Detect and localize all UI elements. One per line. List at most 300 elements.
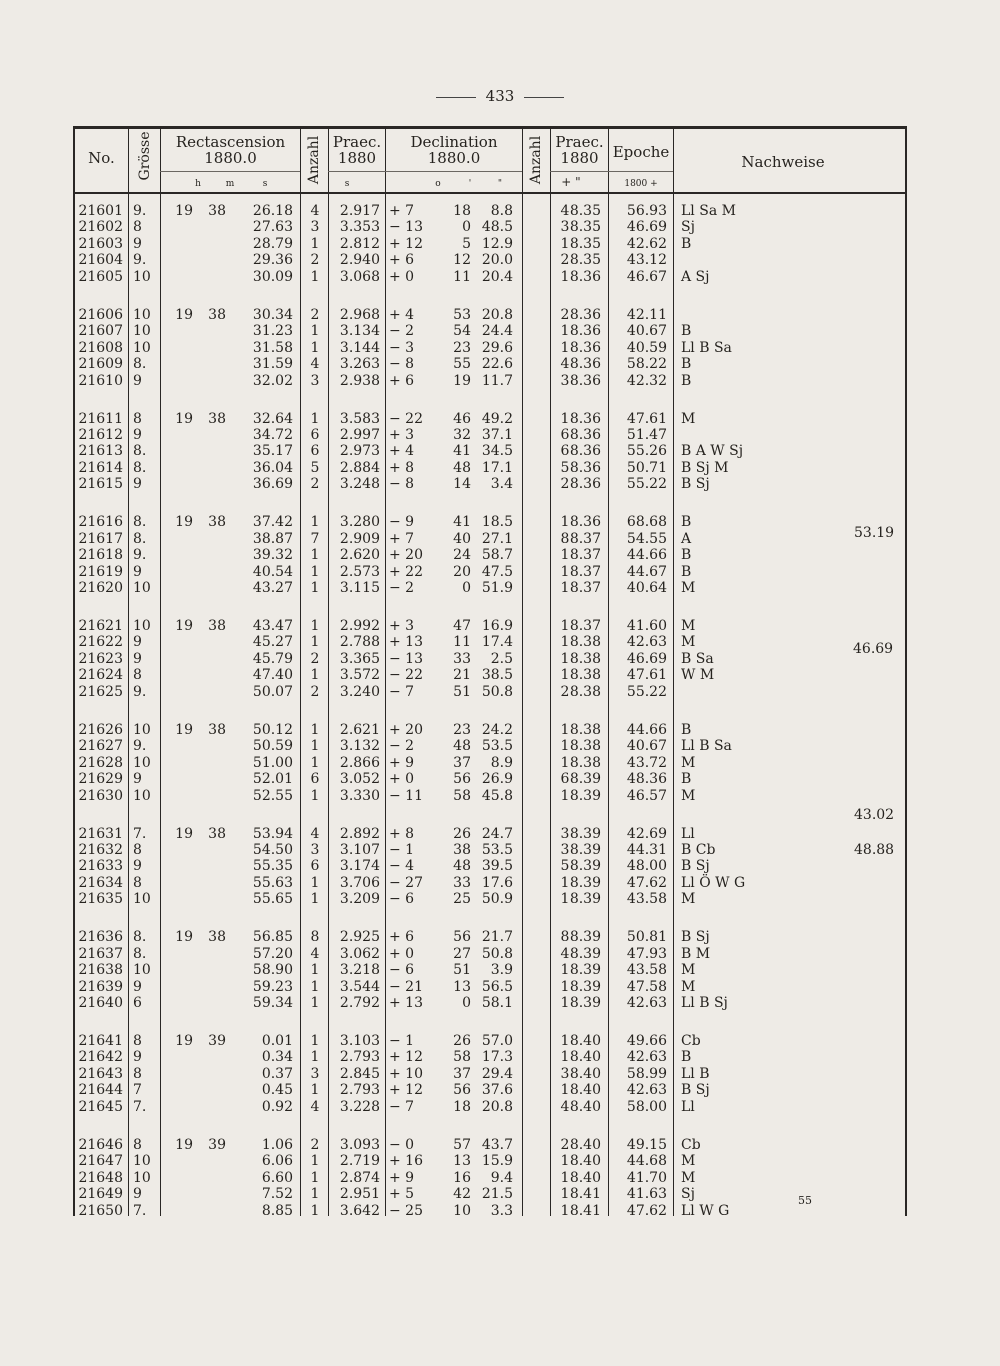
cell-praec2: 8.40 <box>569 1033 601 1049</box>
cell-ra-h: 19 <box>175 1033 193 1049</box>
cell-nachweise: M <box>681 618 696 634</box>
cell-praec1: 2.968 <box>339 306 380 323</box>
cell-praec1: 2.940 <box>339 252 380 269</box>
cell-anzahl: 1 <box>310 1169 320 1186</box>
cell-anzahl2: 1 <box>560 563 570 580</box>
cell-dec-min: 13 <box>453 978 471 995</box>
cell-anzahl: 8 <box>310 929 320 946</box>
cell-ra-s: 36.04 <box>252 459 293 476</box>
cell-groesse: 8 <box>133 219 142 236</box>
cell-dec-sec: 50.9 <box>481 891 513 908</box>
cell-groesse: 8 <box>133 410 142 427</box>
cell-anzahl2: 1 <box>560 339 570 356</box>
cell-no: 21605 <box>78 268 123 285</box>
cell-epoche: 58.22 <box>626 356 667 373</box>
cell-no: 21639 <box>78 978 123 995</box>
cell-praec2: 8.35 <box>569 252 601 269</box>
header-dec-min: ' <box>468 179 472 189</box>
cell-nachweise: B Sj M <box>681 459 729 476</box>
cell-nachweise: B Sa <box>681 650 714 667</box>
cell-nachweise: Ll B Sa <box>681 339 732 356</box>
cell-epoche: 47.61 <box>626 667 667 684</box>
cell-groesse: 10 <box>133 1169 151 1186</box>
cell-anzahl2: 3 <box>560 825 570 842</box>
cell-dec-sec: 53.5 <box>481 841 513 858</box>
cell-dec-deg: + 7 <box>389 203 415 219</box>
cell-praec2: 8.36 <box>569 459 601 476</box>
cell-dec-min: 38 <box>453 841 471 858</box>
cell-nachweise: M <box>681 1169 696 1186</box>
cell-dec-deg: − 27 <box>389 874 423 891</box>
cell-dec-min: 47 <box>453 618 471 634</box>
cell-ra-s: 30.09 <box>252 268 293 285</box>
cell-dec-deg: + 0 <box>389 771 415 788</box>
cell-anzahl: 1 <box>310 667 320 684</box>
cell-dec-min: 37 <box>453 754 471 771</box>
cell-nachweise: Ll W G <box>681 1202 730 1219</box>
cell-dec-sec: 21.7 <box>481 929 513 946</box>
cell-dec-sec: 18.5 <box>481 514 513 531</box>
cell-anzahl2: 4 <box>560 356 570 373</box>
cell-no: 21634 <box>78 874 123 891</box>
cell-epoche: 50.81 <box>626 929 667 946</box>
cell-dec-deg: − 9 <box>389 514 415 531</box>
cell-praec1: 3.132 <box>339 738 380 755</box>
cell-anzahl2: 3 <box>560 1065 570 1082</box>
cell-anzahl: 2 <box>310 683 320 700</box>
cell-no: 21630 <box>78 787 123 804</box>
cell-praec2: 8.40 <box>569 1136 601 1153</box>
cell-anzahl2: 4 <box>560 203 570 219</box>
cell-no: 21601 <box>78 203 123 219</box>
cell-anzahl: 1 <box>310 1049 320 1066</box>
cell-ra-h: 19 <box>175 410 193 427</box>
cell-anzahl2: 1 <box>560 1153 570 1170</box>
cell-anzahl: 2 <box>310 650 320 667</box>
cell-nachweise: M <box>681 410 696 427</box>
cell-nachweise: Sj <box>681 1186 695 1203</box>
cell-epoche: 40.67 <box>626 323 667 340</box>
cell-ra-s: 1.06 <box>261 1136 293 1153</box>
cell-dec-deg: − 4 <box>389 858 415 875</box>
cell-groesse: 9 <box>133 372 142 389</box>
cell-no: 21615 <box>78 476 123 493</box>
cell-ra-s: 51.00 <box>252 754 293 771</box>
cell-dec-min: 41 <box>453 443 471 460</box>
cell-dec-deg: + 13 <box>389 634 423 651</box>
cell-nachweise: B <box>681 721 692 738</box>
cell-ra-s: 59.34 <box>252 995 293 1012</box>
cell-praec2: 8.39 <box>569 874 601 891</box>
header-ra-h: h <box>195 179 201 189</box>
header-praec1-title: Praec. <box>332 133 382 151</box>
cell-dec-deg: + 0 <box>389 268 415 285</box>
cell-dec-deg: − 13 <box>389 219 423 236</box>
cell-ra-s: 36.69 <box>252 476 293 493</box>
cell-no: 21608 <box>78 339 123 356</box>
cell-anzahl: 1 <box>310 339 320 356</box>
header-dec-sec: " <box>497 179 503 189</box>
cell-praec2: 8.36 <box>569 306 601 323</box>
cell-dec-sec: 9.4 <box>490 1169 513 1186</box>
cell-dec-deg: + 5 <box>389 1186 415 1203</box>
cell-anzahl: 1 <box>310 721 320 738</box>
cell-dec-deg: + 12 <box>389 1049 423 1066</box>
cell-nachweise: B M <box>681 945 711 962</box>
header-dec-deg: o <box>435 179 441 189</box>
cell-groesse: 10 <box>133 891 151 908</box>
cell-groesse: 9 <box>133 1186 142 1203</box>
cell-anzahl2: 1 <box>560 891 570 908</box>
cell-praec2: 8.40 <box>569 1065 601 1082</box>
cell-groesse: 8 <box>133 841 142 858</box>
cell-ra-h: 19 <box>175 203 193 219</box>
cell-ra-m: 38 <box>208 618 226 634</box>
cell-dec-deg: + 20 <box>389 547 423 564</box>
cell-dec-deg: − 7 <box>389 1098 415 1115</box>
cell-dec-sec: 21.5 <box>481 1186 513 1203</box>
cell-anzahl: 4 <box>310 1098 320 1115</box>
cell-dec-sec: 45.8 <box>481 787 513 804</box>
cell-no: 21650 <box>78 1202 123 1219</box>
col-rule-anzahl2 <box>550 126 551 1216</box>
cell-epoche: 47.58 <box>626 978 667 995</box>
cell-anzahl: 1 <box>310 754 320 771</box>
cell-no: 21627 <box>78 738 123 755</box>
cell-nachweise: W M <box>681 667 715 684</box>
cell-praec2: 8.37 <box>569 530 601 547</box>
cell-anzahl: 1 <box>310 1033 320 1049</box>
page-number: 433 <box>485 87 515 105</box>
cell-ra-s: 38.87 <box>252 530 293 547</box>
cell-no: 21644 <box>78 1082 123 1099</box>
cell-ra-s: 30.34 <box>252 306 293 323</box>
cell-praec1: 2.951 <box>339 1186 380 1203</box>
cell-no: 21640 <box>78 995 123 1012</box>
cell-no: 21618 <box>78 547 123 564</box>
cell-ra-h: 19 <box>175 306 193 323</box>
cell-nachweise: B <box>681 235 692 252</box>
cell-dec-deg: − 8 <box>389 476 415 493</box>
cell-anzahl2: 1 <box>560 235 570 252</box>
header-bottom-rule <box>73 192 907 194</box>
cell-praec1: 3.209 <box>339 891 380 908</box>
cell-nachweise: B A W Sj <box>681 443 744 460</box>
cell-groesse: 9. <box>133 683 147 700</box>
cell-dec-min: 5 <box>462 235 471 252</box>
cell-anzahl: 1 <box>310 738 320 755</box>
cell-dec-min: 23 <box>453 339 471 356</box>
cell-groesse: 7 <box>133 1082 142 1099</box>
cell-nachweise: M <box>681 634 696 651</box>
cell-anzahl2: 1 <box>560 667 570 684</box>
cell-praec2: 8.39 <box>569 841 601 858</box>
cell-epoche: 44.68 <box>626 1153 667 1170</box>
cell-dec-sec: 20.8 <box>481 1098 513 1115</box>
cell-praec2: 8.40 <box>569 1082 601 1099</box>
header-dash-left <box>436 97 476 98</box>
cell-no: 21624 <box>78 667 123 684</box>
cell-praec1: 2.788 <box>339 634 380 651</box>
cell-anzahl: 1 <box>310 514 320 531</box>
cell-dec-min: 13 <box>453 1153 471 1170</box>
cell-nachweise: Ll <box>681 1098 695 1115</box>
cell-praec2: 8.36 <box>569 356 601 373</box>
cell-dec-sec: 48.5 <box>481 219 513 236</box>
cell-groesse: 9. <box>133 203 147 219</box>
cell-dec-deg: + 4 <box>389 306 415 323</box>
cell-dec-deg: − 13 <box>389 650 423 667</box>
cell-dec-deg: − 22 <box>389 410 423 427</box>
cell-praec2: 8.38 <box>569 650 601 667</box>
cell-anzahl2: 2 <box>560 1136 570 1153</box>
cell-dec-min: 58 <box>453 787 471 804</box>
cell-ra-s: 58.90 <box>252 962 293 979</box>
cell-ra-h: 19 <box>175 514 193 531</box>
cell-ra-s: 54.50 <box>252 841 293 858</box>
cell-anzahl2: 6 <box>560 426 570 443</box>
cell-anzahl: 1 <box>310 235 320 252</box>
cell-nachweise: B <box>681 1049 692 1066</box>
cell-epoche: 42.69 <box>626 825 667 842</box>
cell-dec-sec: 17.4 <box>481 634 513 651</box>
cell-nachweise: M <box>681 754 696 771</box>
cell-dec-sec: 47.5 <box>481 563 513 580</box>
cell-groesse: 10 <box>133 323 151 340</box>
side-note: 48.88 <box>854 842 895 858</box>
cell-ra-m: 38 <box>208 514 226 531</box>
cell-praec1: 2.997 <box>339 426 380 443</box>
cell-no: 21645 <box>78 1098 123 1115</box>
cell-anzahl2: 1 <box>560 547 570 564</box>
cell-praec1: 2.793 <box>339 1082 380 1099</box>
table-top-rule <box>73 126 907 129</box>
cell-nachweise: B <box>681 372 692 389</box>
cell-no: 21617 <box>78 530 123 547</box>
col-rule-praec1 <box>385 126 386 1216</box>
cell-nachweise: B Sj <box>681 929 710 946</box>
cell-praec1: 2.884 <box>339 459 380 476</box>
cell-groesse: 6 <box>133 995 142 1012</box>
cell-epoche: 55.22 <box>626 476 667 493</box>
cell-epoche: 49.66 <box>626 1033 667 1049</box>
cell-epoche: 44.31 <box>626 841 667 858</box>
cell-dec-sec: 24.4 <box>481 323 513 340</box>
cell-ra-s: 0.37 <box>261 1065 293 1082</box>
cell-praec2: 8.36 <box>569 323 601 340</box>
cell-praec2: 8.38 <box>569 738 601 755</box>
cell-epoche: 43.58 <box>626 962 667 979</box>
cell-no: 21638 <box>78 962 123 979</box>
cell-epoche: 44.66 <box>626 721 667 738</box>
cell-ra-s: 0.92 <box>261 1098 293 1115</box>
cell-anzahl: 1 <box>310 410 320 427</box>
cell-ra-s: 59.23 <box>252 978 293 995</box>
cell-praec1: 2.845 <box>339 1065 380 1082</box>
cell-ra-s: 50.07 <box>252 683 293 700</box>
epoche-subrule <box>608 171 673 172</box>
cell-dec-deg: + 4 <box>389 443 415 460</box>
cell-praec2: 8.36 <box>569 514 601 531</box>
cell-nachweise: B Sj <box>681 858 710 875</box>
cell-praec1: 3.263 <box>339 356 380 373</box>
cell-groesse: 8 <box>133 1136 142 1153</box>
col-rule-no <box>128 126 129 1216</box>
cell-ra-s: 52.01 <box>252 771 293 788</box>
header-anzahl: Anzahl <box>306 135 322 185</box>
cell-dec-deg: + 10 <box>389 1065 423 1082</box>
header-praec1-unit: s <box>344 179 350 189</box>
cell-no: 21631 <box>78 825 123 842</box>
cell-dec-sec: 37.6 <box>481 1082 513 1099</box>
cell-anzahl: 7 <box>310 530 320 547</box>
cell-nachweise: M <box>681 978 696 995</box>
cell-dec-min: 37 <box>453 1065 471 1082</box>
cell-epoche: 41.60 <box>626 618 667 634</box>
cell-groesse: 8. <box>133 514 147 531</box>
cell-dec-min: 19 <box>453 372 471 389</box>
header-ra-epoch: 1880.0 <box>204 149 257 167</box>
cell-praec2: 8.35 <box>569 219 601 236</box>
cell-dec-deg: − 25 <box>389 1202 423 1219</box>
cell-groesse: 10 <box>133 754 151 771</box>
cell-anzahl: 2 <box>310 1136 320 1153</box>
header-groesse: Grösse <box>137 131 153 181</box>
cell-dec-sec: 27.1 <box>481 530 513 547</box>
cell-ra-h: 19 <box>175 721 193 738</box>
cell-dec-sec: 58.1 <box>481 995 513 1012</box>
cell-epoche: 42.32 <box>626 372 667 389</box>
cell-ra-s: 31.23 <box>252 323 293 340</box>
cell-ra-s: 55.65 <box>252 891 293 908</box>
cell-dec-sec: 53.5 <box>481 738 513 755</box>
cell-no: 21637 <box>78 945 123 962</box>
cell-no: 21629 <box>78 771 123 788</box>
cell-no: 21603 <box>78 235 123 252</box>
cell-nachweise: B Sj <box>681 1082 710 1099</box>
cell-epoche: 46.67 <box>626 268 667 285</box>
cell-dec-sec: 24.2 <box>481 721 513 738</box>
cell-no: 21613 <box>78 443 123 460</box>
side-note: 43.02 <box>854 807 895 823</box>
cell-anzahl2: 1 <box>560 978 570 995</box>
cell-praec1: 3.572 <box>339 667 380 684</box>
cell-praec1: 3.353 <box>339 219 380 236</box>
cell-anzahl: 1 <box>310 962 320 979</box>
cell-epoche: 42.63 <box>626 1082 667 1099</box>
cell-ra-m: 38 <box>208 203 226 219</box>
cell-anzahl: 3 <box>310 1065 320 1082</box>
cell-praec1: 3.365 <box>339 650 380 667</box>
cell-anzahl2: 8 <box>560 929 570 946</box>
cell-praec1: 3.052 <box>339 771 380 788</box>
cell-no: 21632 <box>78 841 123 858</box>
cell-dec-sec: 20.4 <box>481 268 513 285</box>
cell-dec-min: 56 <box>453 771 471 788</box>
cell-ra-s: 29.36 <box>252 252 293 269</box>
cell-dec-min: 23 <box>453 721 471 738</box>
cell-anzahl: 3 <box>310 372 320 389</box>
cell-praec1: 2.992 <box>339 618 380 634</box>
cell-dec-min: 46 <box>453 410 471 427</box>
cell-dec-deg: − 6 <box>389 962 415 979</box>
cell-ra-m: 39 <box>208 1033 226 1049</box>
cell-anzahl2: 1 <box>560 323 570 340</box>
cell-epoche: 42.63 <box>626 634 667 651</box>
header-praec2-unit: + " <box>561 175 581 189</box>
header-epoche-unit: 1800 + <box>624 179 658 189</box>
cell-epoche: 51.47 <box>626 426 667 443</box>
header-ra-title: Rectascension <box>175 133 286 151</box>
cell-anzahl2: 1 <box>560 1186 570 1203</box>
cell-epoche: 44.67 <box>626 563 667 580</box>
cell-no: 21606 <box>78 306 123 323</box>
cell-groesse: 8 <box>133 874 142 891</box>
cell-praec1: 3.062 <box>339 945 380 962</box>
cell-dec-min: 18 <box>453 203 471 219</box>
cell-dec-sec: 34.5 <box>481 443 513 460</box>
cell-ra-s: 43.47 <box>252 618 293 634</box>
cell-dec-sec: 29.4 <box>481 1065 513 1082</box>
cell-praec1: 2.874 <box>339 1169 380 1186</box>
header-praec2-title: Praec. <box>555 133 604 151</box>
cell-ra-s: 55.63 <box>252 874 293 891</box>
cell-epoche: 40.64 <box>626 580 667 597</box>
cell-praec2: 8.38 <box>569 721 601 738</box>
cell-praec1: 3.240 <box>339 683 380 700</box>
side-note: 53.19 <box>854 525 895 541</box>
cell-nachweise: Ll Ö W G <box>681 874 746 891</box>
cell-no: 21643 <box>78 1065 123 1082</box>
cell-praec1: 3.544 <box>339 978 380 995</box>
cell-dec-sec: 29.6 <box>481 339 513 356</box>
cell-anzahl: 1 <box>310 787 320 804</box>
cell-dec-deg: − 7 <box>389 683 415 700</box>
cell-dec-deg: + 20 <box>389 721 423 738</box>
cell-anzahl: 4 <box>310 203 320 219</box>
cell-anzahl2: 3 <box>560 841 570 858</box>
cell-anzahl2: 1 <box>560 962 570 979</box>
cell-epoche: 58.99 <box>626 1065 667 1082</box>
cell-dec-min: 21 <box>453 667 471 684</box>
cell-no: 21633 <box>78 858 123 875</box>
cell-ra-s: 47.40 <box>252 667 293 684</box>
cell-epoche: 48.00 <box>626 858 667 875</box>
cell-anzahl: 1 <box>310 547 320 564</box>
cell-praec2: 8.38 <box>569 667 601 684</box>
cell-groesse: 9 <box>133 235 142 252</box>
cell-dec-deg: − 3 <box>389 339 415 356</box>
cell-nachweise: M <box>681 787 696 804</box>
cell-groesse: 10 <box>133 787 151 804</box>
cell-dec-sec: 20.8 <box>481 306 513 323</box>
cell-ra-s: 26.18 <box>252 203 293 219</box>
cell-dec-deg: − 1 <box>389 1033 415 1049</box>
cell-ra-s: 53.94 <box>252 825 293 842</box>
cell-praec2: 8.36 <box>569 410 601 427</box>
cell-anzahl2: 1 <box>560 721 570 738</box>
cell-ra-s: 28.79 <box>252 235 293 252</box>
cell-dec-min: 10 <box>453 1202 471 1219</box>
cell-dec-sec: 39.5 <box>481 858 513 875</box>
cell-dec-min: 54 <box>453 323 471 340</box>
cell-ra-s: 7.52 <box>261 1186 293 1203</box>
cell-praec1: 3.068 <box>339 268 380 285</box>
cell-groesse: 9 <box>133 563 142 580</box>
cell-epoche: 47.61 <box>626 410 667 427</box>
cell-ra-s: 52.55 <box>252 787 293 804</box>
cell-no: 21628 <box>78 754 123 771</box>
